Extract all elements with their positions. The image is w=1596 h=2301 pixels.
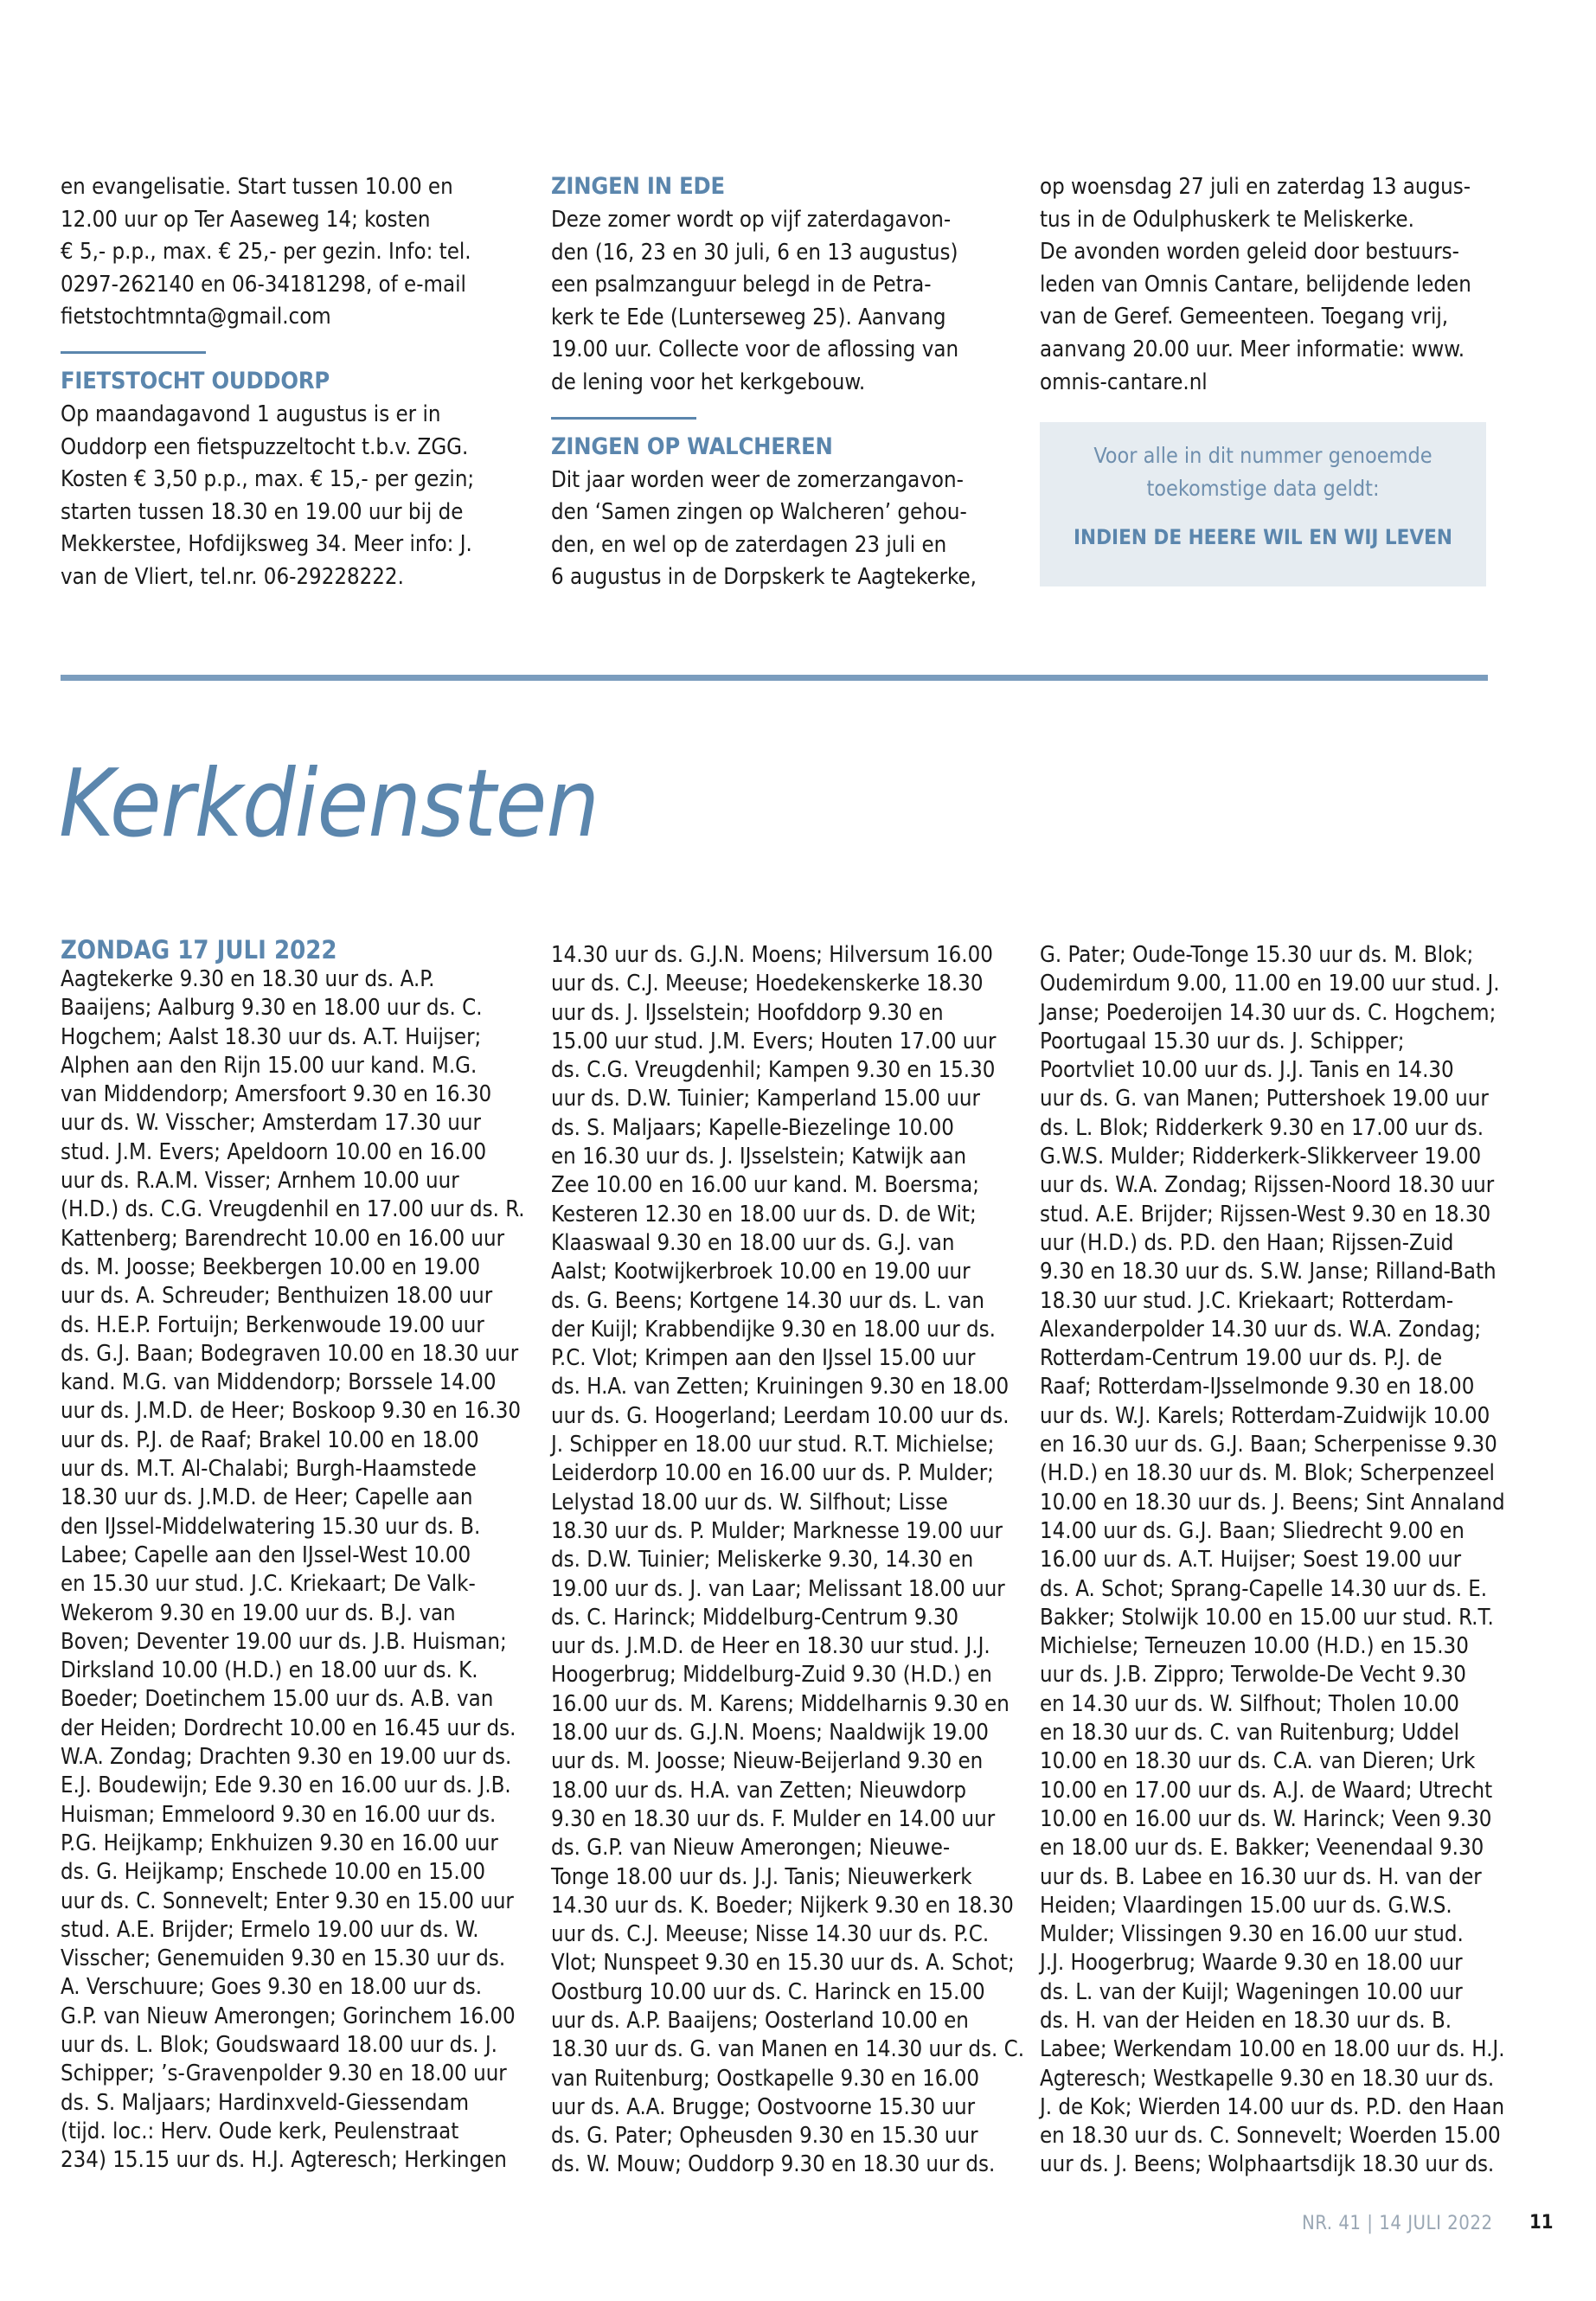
text-line: W.A. Zondag; Drachten 9.30 en 19.00 uur ds. (61, 1744, 512, 1771)
fietstocht-body (61, 399, 510, 594)
text-line: en 18.30 uur ds. C. van Ruitenburg; Uddel (1040, 1720, 1460, 1747)
heading-zingen-in-ede: ZINGEN IN EDE (551, 173, 725, 200)
text-line: uur ds. W. Visscher; Amsterdam 17.30 uur (61, 1110, 481, 1137)
text-line: van de Vliert, tel.nr. 06-29228222. (61, 563, 404, 590)
text-line: aanvang 20.00 uur. Meer informatie: www. (1040, 336, 1465, 362)
text-line: den, en wel op de zaterdagen 23 juli en (551, 531, 947, 558)
text-line: ds. W. Mouw; Ouddorp 9.30 en 18.30 uur ds. (551, 2151, 996, 2178)
page-number: 11 (1529, 2212, 1554, 2234)
text-line: uur ds. J. Beens; Wolphaartsdijk 18.30 uur ds. (1040, 2151, 1495, 2178)
text-line: 18.00 uur ds. H.A. van Zetten; Nieuwdorp (551, 1777, 966, 1804)
text-line: Michielse; Terneuzen 10.00 (H.D.) en 15.30 (1040, 1633, 1469, 1660)
text-line: ds. L. van der Kuijl; Wageningen 10.00 uur (1040, 1978, 1463, 2005)
text-line: J. de Kok; Wierden 14.00 uur ds. P.D. den Haan (1040, 2093, 1505, 2120)
text-line: tus in de Odulphuskerk te Meliskerke. (1040, 206, 1414, 233)
divider (551, 417, 696, 420)
text-line: 18.30 uur ds. P. Mulder; Marknesse 19.00 uur (551, 1517, 1003, 1544)
text-line: uur ds. A. Schreuder; Benthuizen 18.00 uur (61, 1283, 493, 1310)
text-line: Visscher; Genemuiden 9.30 en 15.30 uur ds. (61, 1945, 506, 1972)
callout-box (1040, 422, 1486, 586)
text-line: A. Verschuure; Goes 9.30 en 18.00 uur ds. (61, 1974, 483, 2001)
text-line: (tijd. loc.: Herv. Oude kerk, Peulenstraat (61, 2118, 459, 2144)
text-line: uur ds. A.P. Baaijens; Oosterland 10.00 en (551, 2007, 969, 2034)
text-line: Janse; Poederoijen 14.30 uur ds. C. Hogchem; (1040, 999, 1497, 1026)
text-line: en 15.30 uur stud. J.C. Kriekaart; De Valk- (61, 1571, 476, 1598)
text-line: uur ds. J. IJsselstein; Hoofddorp 9.30 en (551, 999, 944, 1026)
kerk-column-3 (1040, 941, 1507, 2180)
text-line: Poortugaal 15.30 uur ds. J. Schipper; (1040, 1028, 1405, 1054)
text-line: en 18.30 uur ds. C. Sonnevelt; Woerden 15.00 (1040, 2123, 1501, 2150)
text-line: der Heiden; Dordrecht 10.00 en 16.45 uur ds. (61, 1715, 516, 1741)
text-line: 18.30 uur ds. J.M.D. de Heer; Capelle aan (61, 1484, 473, 1511)
section-title: Kerkdiensten (59, 750, 599, 858)
text-line: Hoogerbrug; Middelburg-Zuid 9.30 (H.D.) en (551, 1662, 992, 1689)
text-line: uur ds. M.T. Al-Chalabi; Burgh-Haamstede (61, 1456, 477, 1483)
text-line: ds. G. Beens; Kortgene 14.30 uur ds. L. van (551, 1287, 984, 1314)
omnis-cantare-body (1040, 171, 1498, 399)
text-line: Alexanderpolder 14.30 uur ds. W.A. Zondag; (1040, 1316, 1482, 1343)
text-line: kand. M.G. van Middendorp; Borssele 14.00 (61, 1369, 497, 1396)
text-line: uur ds. W.A. Zondag; Rijssen-Noord 18.30 uur (1040, 1172, 1495, 1199)
text-line: ds. D.W. Tuinier; Meliskerke 9.30, 14.30 en (551, 1547, 974, 1574)
text-line: Bakker; Stolwijk 10.00 en 15.00 uur stud. R.T. (1040, 1604, 1494, 1631)
text-line: ds. G. Heijkamp; Enschede 10.00 en 15.00 (61, 1859, 485, 1886)
section-rule (61, 675, 1488, 681)
text-line: (H.D.) en 18.30 uur ds. M. Blok; Scherpenzeel (1040, 1460, 1495, 1487)
text-line: stud. A.E. Brijder; Rijssen-West 9.30 en 18.30 (1040, 1201, 1491, 1227)
text-line: Aalst; Kootwijkerbroek 10.00 en 19.00 uur (551, 1259, 971, 1285)
text-line: uur ds. L. Blok; Goudswaard 18.00 uur ds. J. (61, 2031, 497, 2058)
text-line: Boeder; Doetinchem 15.00 uur ds. A.B. van (61, 1686, 494, 1713)
text-line: 9.30 en 18.30 uur ds. S.W. Janse; Rilland-Bath (1040, 1259, 1497, 1285)
text-line: ds. A. Schot; Sprang-Capelle 14.30 uur ds. E. (1040, 1575, 1488, 1602)
text-line: ds. L. Blok; Ridderkerk 9.30 en 17.00 uur ds. (1040, 1114, 1484, 1141)
text-line: 10.00 en 17.00 uur ds. A.J. de Waard; Utrecht (1040, 1777, 1493, 1804)
callout-line-2: toekomstige data geldt: (1146, 476, 1380, 501)
text-line: den ‘Samen zingen op Walcheren’ gehou- (551, 499, 967, 526)
text-line: en 16.30 uur ds. G.J. Baan; Scherpenisse 9.30 (1040, 1432, 1497, 1458)
text-line: G. Pater; Oude-Tonge 15.30 uur ds. M. Blok; (1040, 942, 1474, 968)
text-line: van Ruitenburg; Oostkapelle 9.30 en 16.00 (551, 2065, 980, 2092)
text-line: 16.00 uur ds. M. Karens; Middelharnis 9.30 en (551, 1690, 1010, 1717)
text-line: E.J. Boudewijn; Ede 9.30 en 16.00 uur ds. J.B. (61, 1772, 511, 1799)
text-line: 10.00 en 18.30 uur ds. C.A. van Dieren; Urk (1040, 1748, 1476, 1775)
text-line: uur ds. D.W. Tuinier; Kamperland 15.00 uur (551, 1086, 980, 1112)
top-column-2 (551, 170, 1010, 594)
text-line: op woensdag 27 juli en zaterdag 13 augus- (1040, 174, 1471, 200)
text-line: uur ds. G. van Manen; Puttershoek 19.00 uur (1040, 1086, 1489, 1112)
text-line: Aagtekerke 9.30 en 18.30 uur ds. A.P. (61, 966, 435, 992)
text-line: 9.30 en 18.30 uur ds. F. Mulder en 14.00 uur (551, 1805, 996, 1832)
text-line: € 5,- p.p., max. € 25,- per gezin. Info: tel. (61, 239, 471, 266)
top-column-1 (61, 171, 510, 594)
text-line: ds. H.E.P. Fortuijn; Berkenwoude 19.00 uur (61, 1311, 484, 1338)
divider (61, 351, 206, 354)
text-line: ds. S. Maljaars; Hardinxveld-Giessendam (61, 2089, 470, 2116)
text-line: Mulder; Vlissingen 9.30 en 16.00 uur stud. (1040, 1921, 1464, 1948)
text-line: uur ds. J.B. Zippro; Terwolde-De Vecht 9.30 (1040, 1662, 1466, 1689)
text-line: Tonge 18.00 uur ds. J.J. Tanis; Nieuwerkerk (551, 1863, 972, 1890)
text-line: Leiderdorp 10.00 en 16.00 uur ds. P. Mulder; (551, 1460, 994, 1487)
text-line: ds. C. Harinck; Middelburg-Centrum 9.30 (551, 1604, 959, 1631)
text-line: uur ds. J.M.D. de Heer en 18.30 uur stud. J.J. (551, 1633, 990, 1660)
text-line: 18.30 uur stud. J.C. Kriekaart; Rotterdam- (1040, 1287, 1454, 1314)
text-line: Hogchem; Aalst 18.30 uur ds. A.T. Huijser; (61, 1023, 482, 1050)
text-line: uur ds. C.J. Meeuse; Nisse 14.30 uur ds. P.C. (551, 1921, 990, 1948)
text-line: van de Geref. Gemeenteen. Toegang vrij, (1040, 304, 1449, 330)
text-line: omnis-cantare.nl (1040, 369, 1208, 395)
text-line: van Middendorp; Amersfoort 9.30 en 16.30 (61, 1081, 492, 1108)
text-line: ds. H.A. van Zetten; Kruiningen 9.30 en 18.00 (551, 1374, 1010, 1400)
text-line: 15.00 uur stud. J.M. Evers; Houten 17.00 uur (551, 1028, 997, 1054)
text-line: en evangelisatie. Start tussen 10.00 en (61, 174, 453, 200)
intro-text (61, 171, 510, 334)
zingen-walcheren-body (551, 465, 1010, 594)
text-line: ds. H. van der Heiden en 18.30 uur ds. B. (1040, 2007, 1452, 2034)
text-line: 14.00 uur ds. G.J. Baan; Sliedrecht 9.00 en (1040, 1517, 1465, 1544)
service-list (551, 941, 1025, 2180)
text-line: der Kuijl; Krabbendijke 9.30 en 18.00 uur ds. (551, 1316, 996, 1343)
text-line: Oudemirdum 9.00, 11.00 en 19.00 uur stud. J. (1040, 971, 1500, 997)
text-line: ds. G.P. van Nieuw Amerongen; Nieuwe- (551, 1835, 951, 1862)
zingen-ede-body (551, 204, 1010, 400)
text-line: starten tussen 18.30 en 19.00 uur bij de (61, 498, 464, 525)
text-line: Ouddorp een fietspuzzeltocht t.b.v. ZGG. (61, 433, 469, 460)
text-line: Wekerom 9.30 en 19.00 uur ds. B.J. van (61, 1599, 456, 1626)
text-line: uur ds. W.J. Karels; Rotterdam-Zuidwijk 10.00 (1040, 1402, 1490, 1429)
text-line: Lelystad 18.00 uur ds. W. Silfhout; Lisse (551, 1489, 948, 1516)
text-line: Kattenberg; Barendrecht 10.00 en 16.00 uur (61, 1225, 505, 1252)
text-line: (H.D.) ds. C.G. Vreugdenhil en 17.00 uur ds. R. (61, 1196, 525, 1223)
text-line: Kesteren 12.30 en 18.00 uur ds. D. de Wit; (551, 1201, 977, 1227)
text-line: de lening voor het kerkgebouw. (551, 369, 866, 395)
text-line: ds. G. Pater; Opheusden 9.30 en 15.30 uur (551, 2123, 978, 2150)
text-line: P.C. Vlot; Krimpen aan den IJssel 15.00 uur (551, 1345, 976, 1372)
text-line: Dit jaar worden weer de zomerzangavon- (551, 466, 964, 493)
text-line: uur ds. C.J. Meeuse; Hoedekenskerke 18.30 (551, 971, 984, 997)
service-list (61, 965, 528, 2175)
text-line: 18.00 uur ds. G.J.N. Moens; Naaldwijk 19.00 (551, 1720, 989, 1747)
text-line: P.G. Heijkamp; Enkhuizen 9.30 en 16.00 uur (61, 1830, 498, 1856)
text-line: uur ds. J.M.D. de Heer; Boskoop 9.30 en 16.30 (61, 1398, 522, 1425)
text-line: leden van Omnis Cantare, belijdende leden (1040, 271, 1471, 298)
text-line: Zee 10.00 en 16.00 uur kand. M. Boersma; (551, 1172, 980, 1199)
text-line: en 14.30 uur ds. W. Silfhout; Tholen 10.00 (1040, 1690, 1459, 1717)
kerk-column-2 (551, 941, 1025, 2180)
text-line: stud. J.M. Evers; Apeldoorn 10.00 en 16.00 (61, 1138, 487, 1165)
text-line: Rotterdam-Centrum 19.00 uur ds. P.J. de (1040, 1345, 1443, 1372)
text-line: uur ds. B. Labee en 16.30 uur ds. H. van der (1040, 1863, 1482, 1890)
issue-info: NR. 41 | 14 JULI 2022 (1302, 2213, 1493, 2234)
text-line: 14.30 uur ds. G.J.N. Moens; Hilversum 16.00 (551, 942, 993, 968)
text-line: kerk te Ede (Lunterseweg 25). Aanvang (551, 304, 946, 330)
kerk-column-1 (61, 934, 528, 2175)
text-line: ds. S. Maljaars; Kapelle-Biezelinge 10.00 (551, 1114, 954, 1141)
text-line: fietstochtmnta@gmail.com (61, 304, 331, 330)
text-line: 0297-262140 en 06-34181298, of e-mail (61, 271, 466, 298)
text-line: 10.00 en 18.30 uur ds. J. Beens; Sint Annaland (1040, 1489, 1505, 1516)
text-line: Deze zomer wordt op vijf zaterdagavon- (551, 207, 952, 233)
text-line: Vlot; Nunspeet 9.30 en 15.30 uur ds. A. Schot; (551, 1950, 1015, 1977)
service-list (1040, 941, 1507, 2180)
text-line: J.J. Hoogerbrug; Waarde 9.30 en 18.00 uur (1040, 1950, 1463, 1977)
text-line: den IJssel-Middelwatering 15.30 uur ds. B. (61, 1513, 481, 1540)
text-line: Raaf; Rotterdam-IJsselmonde 9.30 en 18.00 (1040, 1374, 1475, 1400)
text-line: 18.30 uur ds. G. van Manen en 14.30 uur ds. C. (551, 2036, 1025, 2063)
callout-line-1: Voor alle in dit nummer genoemde (1093, 443, 1433, 468)
text-line: Baaijens; Aalburg 9.30 en 18.00 uur ds. C. (61, 995, 483, 1022)
text-line: 234) 15.15 uur ds. H.J. Agteresch; Herkingen (61, 2147, 507, 2174)
text-line: 19.00 uur ds. J. van Laar; Melissant 18.00 uur (551, 1575, 1005, 1602)
text-line: en 18.00 uur ds. E. Bakker; Veenendaal 9.30 (1040, 1835, 1484, 1862)
text-line: ds. M. Joosse; Beekbergen 10.00 en 19.00 (61, 1253, 481, 1280)
text-line: Labee; Werkendam 10.00 en 18.00 uur ds. H.J. (1040, 2036, 1505, 2063)
text-line: uur ds. A.A. Brugge; Oostvoorne 15.30 uur (551, 2093, 976, 2120)
text-line: Heiden; Vlaardingen 15.00 uur ds. G.W.S. (1040, 1892, 1452, 1919)
text-line: 6 augustus in de Dorpskerk te Aagtekerke, (551, 564, 977, 591)
text-line: Alphen aan den Rijn 15.00 uur kand. M.G. (61, 1052, 478, 1079)
text-line: ds. C.G. Vreugdenhil; Kampen 9.30 en 15.30 (551, 1057, 996, 1084)
text-line: J. Schipper en 18.00 uur stud. R.T. Michielse; (551, 1432, 995, 1458)
text-line: uur ds. C. Sonnevelt; Enter 9.30 en 15.00 uur (61, 1888, 514, 1914)
text-line: G.P. van Nieuw Amerongen; Gorinchem 16.00 (61, 2003, 516, 2029)
date-heading: ZONDAG 17 JULI 2022 (61, 935, 337, 965)
text-line: uur ds. M. Joosse; Nieuw-Beijerland 9.30 en (551, 1748, 984, 1775)
text-line: G.W.S. Mulder; Ridderkerk-Slikkerveer 19.00 (1040, 1144, 1482, 1170)
text-line: Huisman; Emmeloord 9.30 en 16.00 uur ds. (61, 1801, 497, 1828)
text-line: 16.00 uur ds. A.T. Huijser; Soest 19.00 uur (1040, 1547, 1462, 1574)
text-line: Labee; Capelle aan den IJssel-West 10.00 (61, 1541, 471, 1568)
text-line: Agteresch; Westkapelle 9.30 en 18.30 uur ds. (1040, 2065, 1495, 2092)
text-line: uur ds. R.A.M. Visser; Arnhem 10.00 uur (61, 1168, 459, 1195)
text-line: Klaaswaal 9.30 en 18.00 uur ds. G.J. van (551, 1229, 955, 1256)
heading-fietstocht-ouddorp: FIETSTOCHT OUDDORP (61, 367, 330, 394)
top-column-3 (1040, 171, 1498, 399)
text-line: Kosten € 3,50 p.p., max. € 15,- per gezin; (61, 466, 475, 493)
text-line: uur (H.D.) ds. P.D. den Haan; Rijssen-Zuid (1040, 1229, 1454, 1256)
text-line: en 16.30 uur ds. J. IJsselstein; Katwijk aan (551, 1144, 967, 1170)
text-line: stud. A.E. Brijder; Ermelo 19.00 uur ds. W. (61, 1916, 479, 1943)
text-line: Op maandagavond 1 augustus is er in (61, 401, 441, 427)
text-line: een psalmzanguur belegd in de Petra- (551, 272, 932, 298)
text-line: Poortvliet 10.00 uur ds. J.J. Tanis en 14.30 (1040, 1057, 1454, 1084)
text-line: ds. G.J. Baan; Bodegraven 10.00 en 18.30 uur (61, 1340, 519, 1367)
text-line: den (16, 23 en 30 juli, 6 en 13 augustus) (551, 239, 958, 266)
heading-zingen-walcheren: ZINGEN OP WALCHEREN (551, 433, 833, 460)
text-line: Schipper; ’s-Gravenpolder 9.30 en 18.00 uur (61, 2061, 507, 2087)
text-line: Dirksland 10.00 (H.D.) en 18.00 uur ds. K. (61, 1657, 478, 1684)
text-line: uur ds. G. Hoogerland; Leerdam 10.00 uur ds. (551, 1402, 1010, 1429)
text-line: uur ds. P.J. de Raaf; Brakel 10.00 en 18.00 (61, 1426, 479, 1453)
text-line: 12.00 uur op Ter Aaseweg 14; kosten (61, 206, 431, 233)
text-line: Oostburg 10.00 uur ds. C. Harinck en 15.00 (551, 1978, 985, 2005)
text-line: 19.00 uur. Collecte voor de aflossing van (551, 336, 959, 363)
text-line: 10.00 en 16.00 uur ds. W. Harinck; Veen 9.30 (1040, 1805, 1492, 1832)
text-line: 14.30 uur ds. K. Boeder; Nijkerk 9.30 en 18.30 (551, 1892, 1014, 1919)
text-line: Boven; Deventer 19.00 uur ds. J.B. Huisman; (61, 1628, 507, 1655)
text-line: De avonden worden geleid door bestuurs- (1040, 239, 1459, 266)
text-line: Mekkerstee, Hofdijksweg 34. Meer info: J. (61, 531, 472, 558)
callout-tagline: INDIEN DE HEERE WIL EN WIJ LEVEN (1074, 525, 1452, 549)
